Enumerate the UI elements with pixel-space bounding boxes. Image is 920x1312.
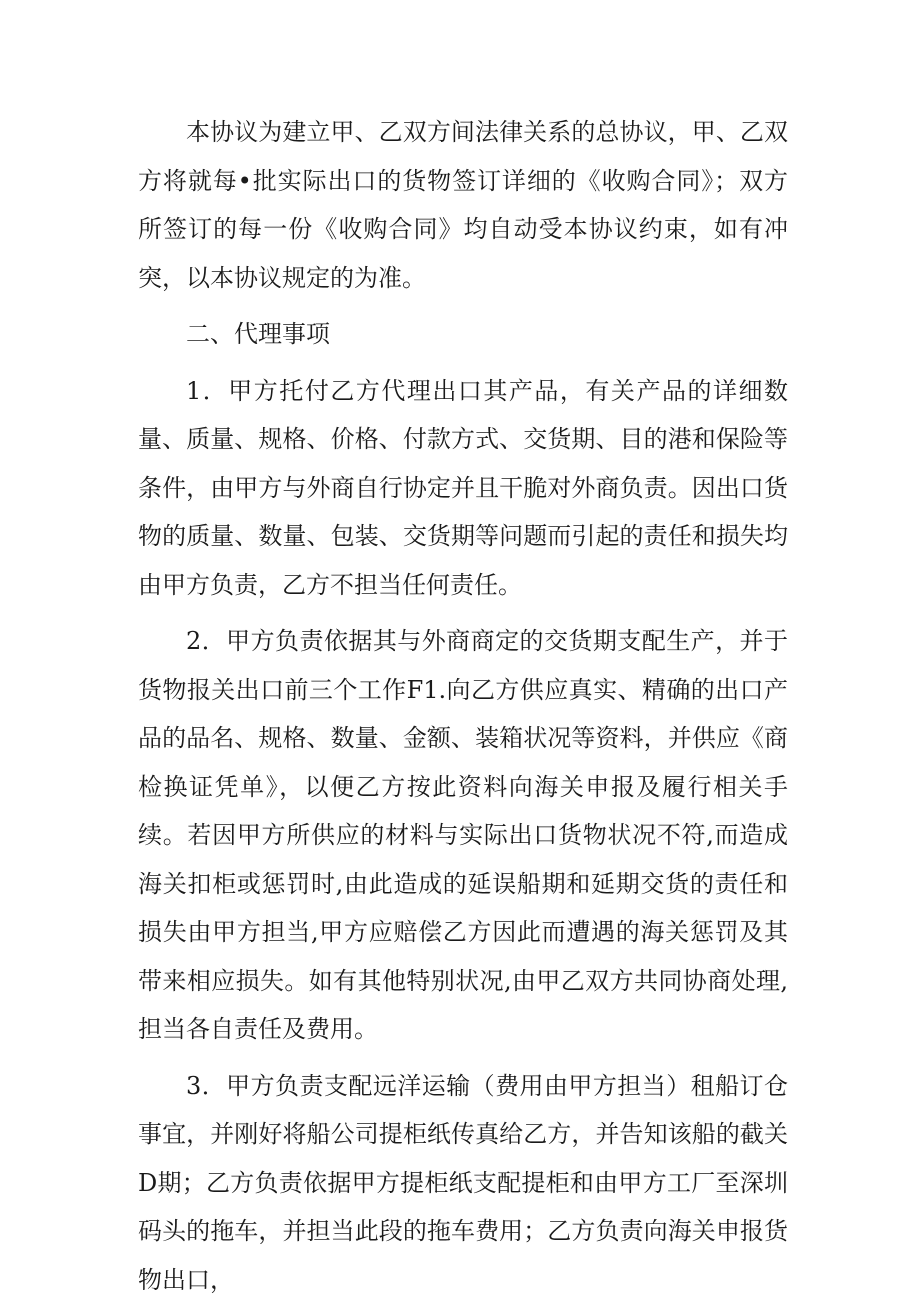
document-body	[138, 108, 788, 1312]
paragraph-intro: 本协议为建立甲、乙双方间法律关系的总协议，甲、乙双方将就每•批实际出口的货物签订详细的《收购合同》；双方所签订的每一份《收购合同》均自动受本协议约束，如有冲突，以本协议规定的为准。	[138, 118, 788, 292]
clause-2: 2．甲方负责依据其与外商商定的交货期支配生产，并于货物报关出口前三个工作F1.向乙方供应真实、精确的出口产品的品名、规格、数量、金额、装箱状况等资料，并供应《商检换证凭单》，以便乙方按此资料向海关申报及履行相关手续。若因甲方所供应的材料与实际出口货物状况不符,而造成海关扣柜或惩罚时,由此造成的延误船期和延期交货的责任和损失由甲方担当,甲方应赔偿乙方因此而遭遇的海关惩罚及其带来相应损失。如有其他特别状况,由甲乙双方共同协商处理,担当各自责任及费用。	[138, 627, 788, 1043]
section-heading-agency-matters: 二、代理事项	[186, 320, 330, 348]
clause-1: 1．甲方托付乙方代理出口其产品，有关产品的详细数量、质量、规格、价格、付款方式、交货期、目的港和保险等条件，由甲方与外商自行协定并且干脆对外商负责。因出口货物的质量、数量、包装、交货期等问题而引起的责任和损失均由甲方负责，乙方不担当任何责任。	[138, 376, 788, 599]
clause-3: 3．甲方负责支配远洋运输（费用由甲方担当）租船订仓事宜，并刚好将船公司提柜纸传真给乙方，并告知该船的截关D期；乙方负责依据甲方提柜纸支配提柜和由甲方工厂至深圳码头的拖车，并担当此段的拖车费用；乙方负责向海关申报货物出口，	[138, 1071, 788, 1294]
